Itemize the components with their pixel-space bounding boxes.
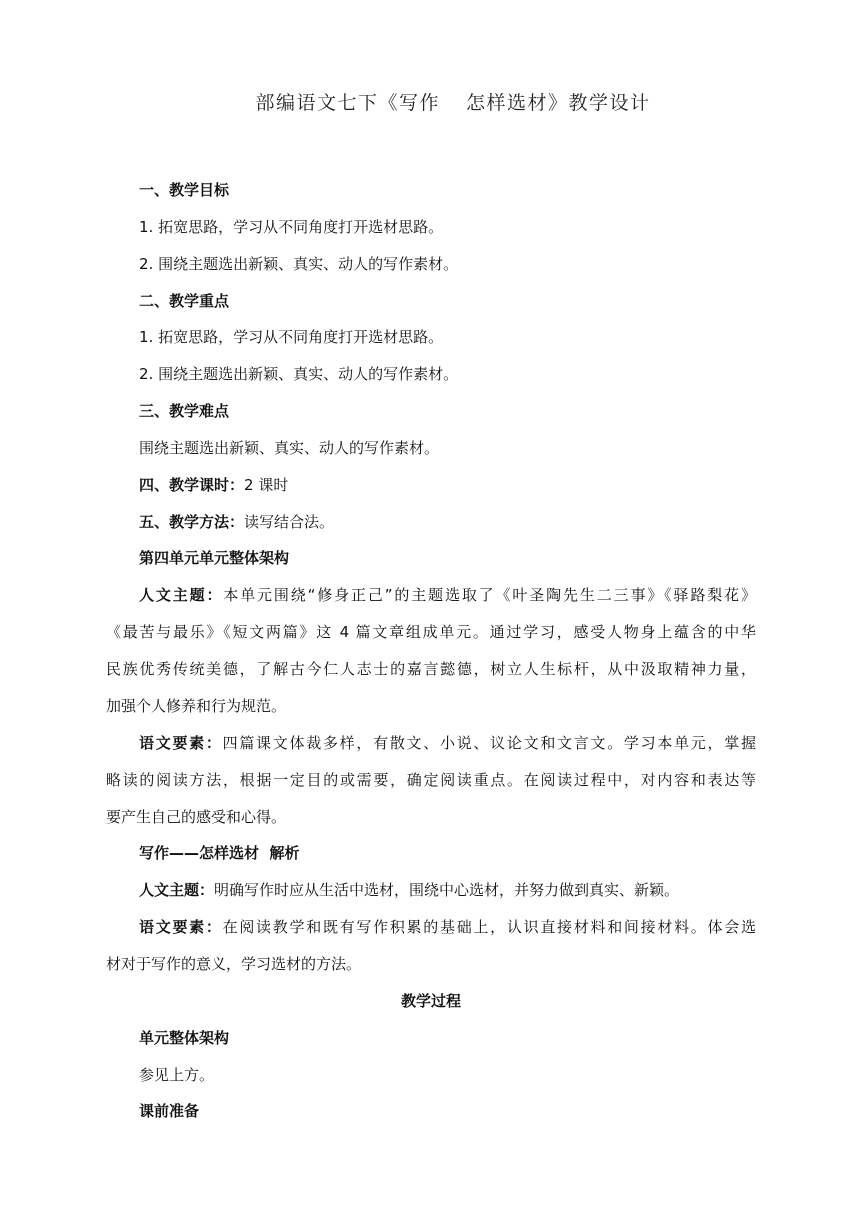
section-heading-objectives: 一、教学目标 [139,181,230,199]
renwen-text-1: 本单元围绕“修身正己”的主题选取了《叶圣陶先生二三事》《驿路梨花》 [223,586,756,604]
teaching-process-heading: 教学过程 [400,992,461,1010]
writing-yuwen-text-1: 在阅读教学和既有写作积累的基础上，认识直接材料和间接材料。体会选 [222,918,756,936]
writing-renwen-text: 明确写作时应从生活中选材，围绕中心选材，并努力做到真实、新颖。 [214,881,680,899]
renwen-paragraph-line-1 [139,585,756,605]
title-part-1: 部编语文七下《写作 [255,92,440,114]
writing-yuwen-label: 语文要素： [139,918,223,936]
yuwen-text-1: 四篇课文体裁多样，有散文、小说、议论文和文言文。学习本单元，掌握 [222,734,756,752]
section-heading-key-points: 二、教学重点 [139,292,230,310]
preparation-heading: 课前准备 [139,1102,200,1120]
difficulty-text: 围绕主题选出新颖、真实、动人的写作素材。 [139,439,440,457]
renwen-paragraph-line-4: 加强个人修养和行为规范。 [106,697,287,715]
yuwen-paragraph-line-3: 要产生自己的感受和心得。 [106,808,287,826]
document-title [0,88,860,115]
class-hours-label: 四、教学课时： [139,476,245,494]
objective-item-2: 2. 围绕主题选出新颖、真实、动人的写作素材。 [139,255,459,273]
writing-renwen-label: 人文主题： [139,881,215,899]
writing-analysis-heading: 写作——怎样选材 解析 [139,844,300,862]
yuwen-paragraph-line-1 [139,733,756,753]
renwen-label: 人文主题： [139,586,224,604]
teaching-method-label: 五、教学方法： [139,513,245,531]
yuwen-label: 语文要素： [139,734,223,752]
unit-overview-heading: 单元整体架构 [139,1029,230,1047]
yuwen-paragraph-line-2: 略读的阅读方法，根据一定目的或需要，确定阅读重点。在阅读过程中，对内容和表达等 [106,771,756,789]
writing-yuwen-line-2: 材对于写作的意义，学习选材的方法。 [106,955,362,973]
objective-item-1: 1. 拓宽思路，学习从不同角度打开选材思路。 [139,218,444,236]
class-hours-value: 2 课时 [244,476,289,494]
class-hours-line [139,475,756,495]
writing-yuwen-line-1 [139,917,756,937]
key-point-item-2: 2. 围绕主题选出新颖、真实、动人的写作素材。 [139,365,459,383]
unit-structure-heading: 第四单元单元整体架构 [139,549,290,567]
section-heading-difficulties: 三、教学难点 [139,402,230,420]
renwen-paragraph-line-2: 《最苦与最乐》《短文两篇》这 4 篇文章组成单元。通过学习，感受人物身上蕴含的中华 [106,623,756,641]
key-point-item-1: 1. 拓宽思路，学习从不同角度打开选材思路。 [139,328,444,346]
teaching-method-value: 读写结合法。 [244,513,335,531]
writing-renwen-line [139,880,756,900]
renwen-paragraph-line-3: 民族优秀传统美德，了解古今仁人志士的嘉言懿德，树立人生标杆，从中汲取精神力量， [106,660,756,678]
unit-overview-text: 参见上方。 [139,1066,215,1084]
teaching-method-line [139,512,756,532]
title-part-2: 怎样选材》教学设计 [466,92,651,114]
